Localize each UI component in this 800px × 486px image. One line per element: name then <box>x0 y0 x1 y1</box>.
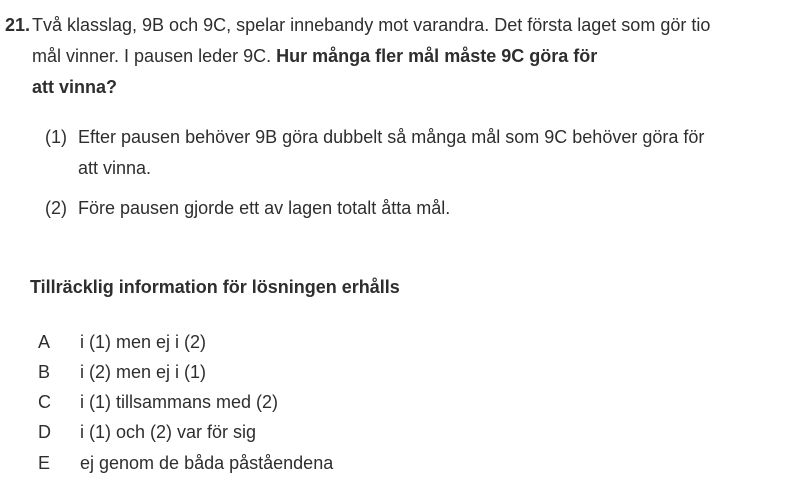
option-d-letter: D <box>38 422 51 442</box>
statement-2-text: Före pausen gjorde ett av lagen totalt åtta mål. <box>78 198 451 218</box>
option-a-text: i (1) men ej i (2) <box>80 332 207 352</box>
option-e-text: ej genom de båda påståendena <box>80 453 334 473</box>
option-c <box>38 387 778 417</box>
question-block <box>5 10 797 103</box>
statement-1-text: Efter pausen behöver 9B göra dubbelt så många mål som 9C behöver göra för att vinna. <box>78 127 705 178</box>
option-b-text: i (2) men ej i (1) <box>80 362 207 382</box>
option-c-text: i (1) tillsammans med (2) <box>80 392 279 412</box>
question-line-1: Två klasslag, 9B och 9C, spelar innebandy mot varandra. Det första laget som gör tio <box>32 15 711 35</box>
question-line-2: mål vinner. I pausen leder 9C. Hur många fler mål måste 9C göra för <box>32 46 598 66</box>
option-a <box>38 327 778 357</box>
sufficiency-heading: Tillräcklig information för lösningen erhålls <box>30 277 400 297</box>
option-c-letter: C <box>38 392 51 412</box>
option-e <box>38 448 778 478</box>
option-b <box>38 357 778 387</box>
question-line-3: att vinna? <box>32 77 118 97</box>
statement-2-marker: (2) <box>45 198 67 218</box>
statement-1-marker: (1) <box>45 127 67 147</box>
statement-1 <box>45 122 795 184</box>
option-d <box>38 417 778 447</box>
answer-options <box>38 327 778 478</box>
option-a-letter: A <box>38 332 51 352</box>
question-text <box>32 10 797 103</box>
option-d-text: i (1) och (2) var för sig <box>80 422 257 442</box>
option-e-letter: E <box>38 453 51 473</box>
question-number: 21. <box>5 15 31 35</box>
statement-2 <box>45 193 795 224</box>
option-b-letter: B <box>38 362 51 382</box>
question-emphasis: Hur många fler mål måste 9C göra för <box>276 46 598 66</box>
